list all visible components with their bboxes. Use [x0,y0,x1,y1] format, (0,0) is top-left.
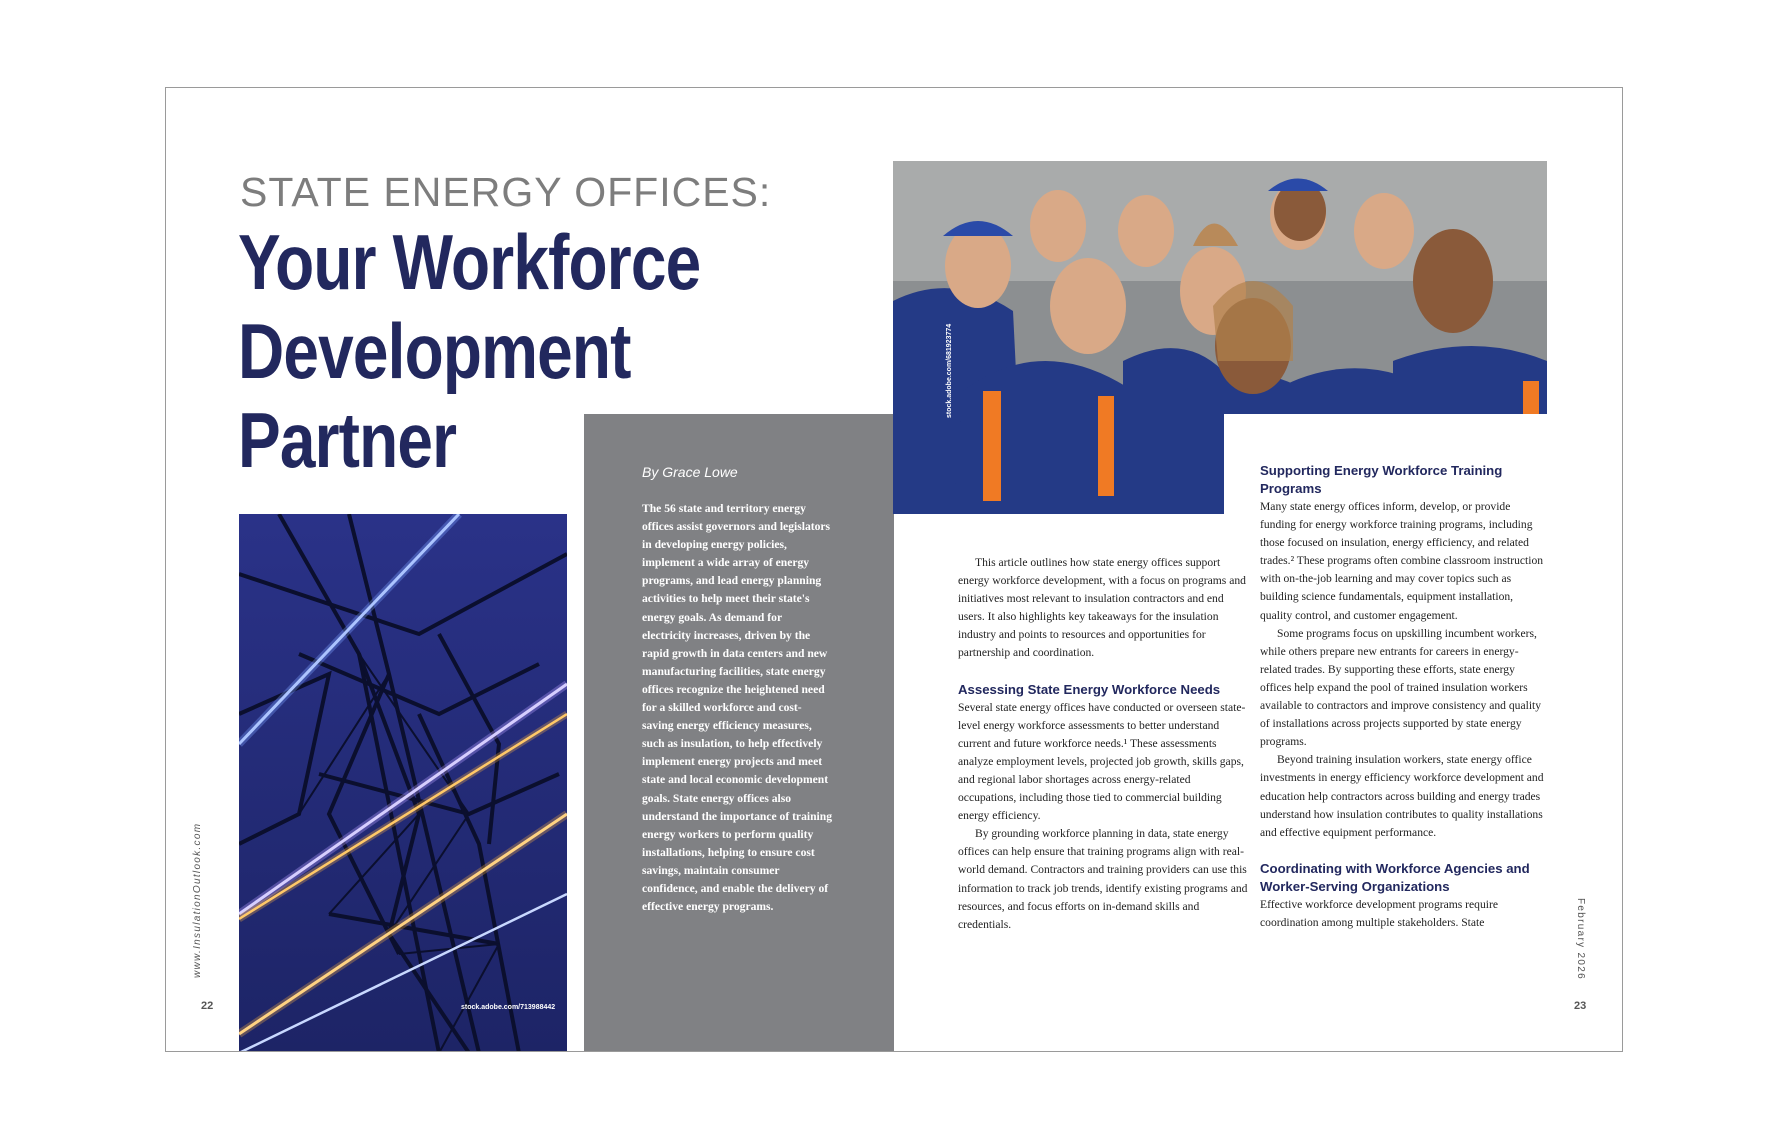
image-credit: stock.adobe.com/681923774 [946,323,953,418]
section-heading: Supporting Energy Workforce Training Programs [1260,463,1503,496]
body-paragraph: Several state energy offices have conducted or overseen state-level energy workforce assessments to better understand current and future workforce needs.¹ These assessments analyze employment levels, projected job growth, skills gaps, and regional labor shortages across energy-related occupations, including those tied to commercial building energy efficiency. [958,700,1246,823]
body-paragraph: Effective workforce development programs require coordination among multiple stakeholders. State [1260,897,1499,929]
body-column-left [958,554,1250,934]
section-heading: Assessing State Energy Workforce Needs [958,681,1221,697]
section-heading: Coordinating with Workforce Agencies and Worker-Serving Organizations [1260,860,1530,894]
title-line: Partner [238,396,457,484]
byline: By Grace Lowe [642,464,738,480]
image-credit: stock.adobe.com/713988442 [461,1004,556,1011]
website-url: www.InsulationOutlook.com [192,822,203,978]
article-kicker: STATE ENERGY OFFICES: [240,169,772,215]
page-number-right: 23 [1574,1000,1587,1012]
body-paragraph: By grounding workforce planning in data, state energy offices can help ensure that training programs align with real-world demand. Contractors and training providers can use this information to track job trends, identify existing programs and resources, and focus efforts on in-demand skills and credentials. [958,827,1248,931]
body-column-right [1260,462,1547,932]
intro-panel [584,414,894,1052]
title-line: Your Workforce [238,218,701,306]
title-line: Development [238,307,631,395]
body-paragraph: Beyond training insulation workers, state energy office investments in energy efficiency workforce development and education help contractors across building and energy trades understand how insulation contributes to quality installations and effective equipment performance. [1260,753,1544,839]
issue-date: February 2026 [1575,898,1586,980]
body-paragraph: This article outlines how state energy offices support energy workforce development, with a focus on programs and initiatives most relevant to insulation contractors and end users. It also highlights key takeaways for the insulation industry and points to resources and opportunities for partnership and coordination. [958,556,1246,660]
page-number-left: 22 [201,1000,214,1012]
intro-text: The 56 state and territory energy offices assist governors and legislators in developing energy policies, implement a wide array of energy programs, and lead energy planning activities to help meet their state's energy goals. As demand for electricity increases, driven by the rapid growth in data centers and new manufacturing facilities, state energy offices recognize the heightened need for a skilled workforce and cost-saving energy efficiency measures, such as insulation, to help effectively implement energy projects and meet state and local economic development goals. State energy offices also understand the importance of training energy workers to perform quality installations, helping to ensure cost savings, maintain consumer confidence, and enable the delivery of effective energy programs. [642,502,833,914]
transmission-tower-image [239,514,567,1052]
body-paragraph: Some programs focus on upskilling incumbent workers, while others prepare new entrants for careers in energy-related trades. By supporting these efforts, state energy offices help expand the pool of trained insulation workers available to contractors and improve consistency and quality of installations across projects supported by state energy programs. [1260,626,1542,749]
body-paragraph: Many state energy offices inform, develop, or provide funding for energy workforce training programs, including those focused on insulation, energy efficiency, and related trades.² These programs often combine classroom instruction with on-the-job learning and may cover topics such as building science fundamentals, equipment installation, quality control, and customer engagement. [1260,500,1544,622]
magazine-spread [165,87,1623,1052]
